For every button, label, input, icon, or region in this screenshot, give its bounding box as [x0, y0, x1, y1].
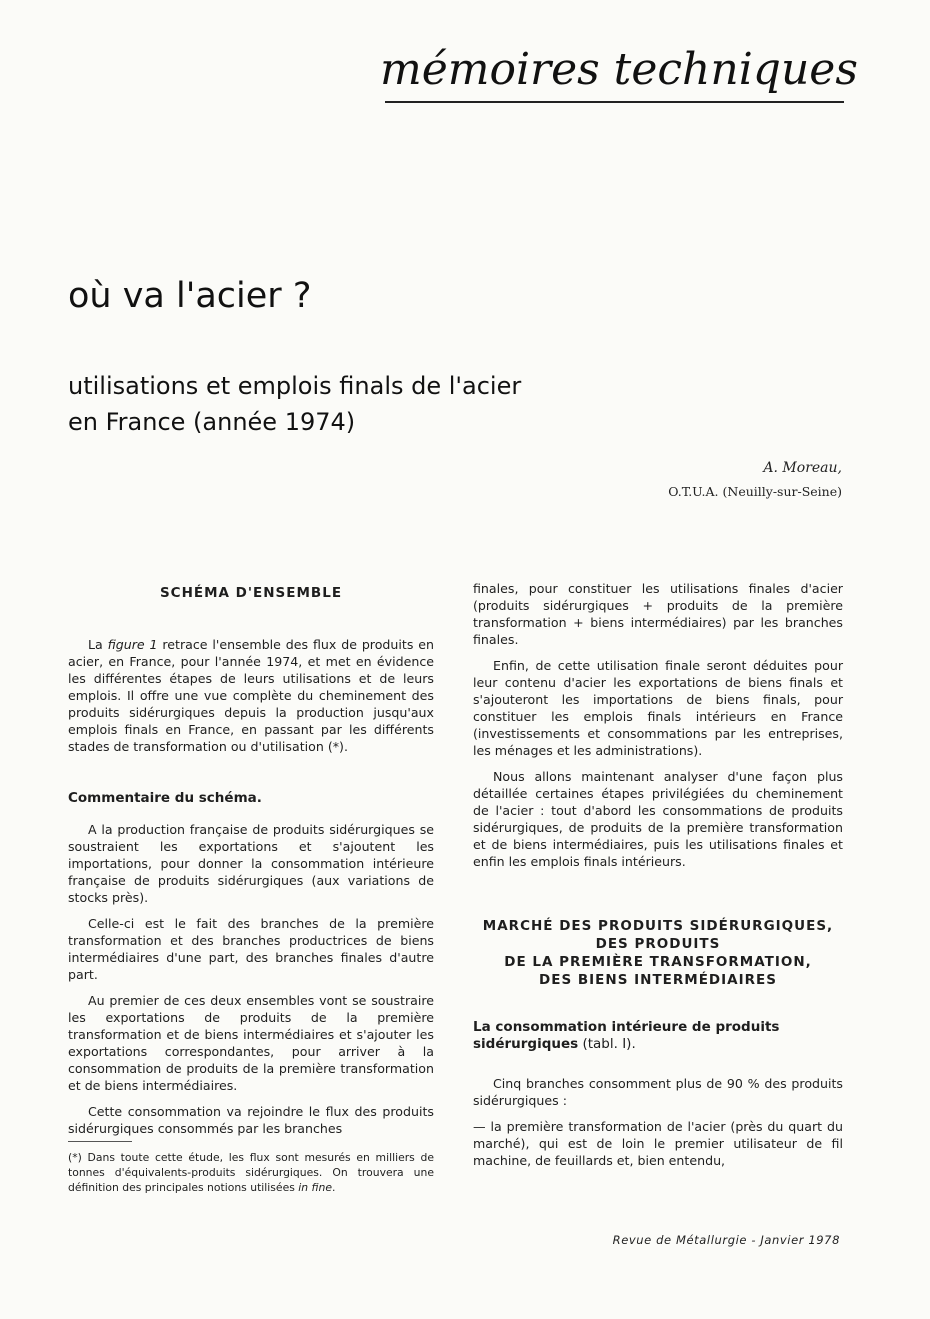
subheading-commentaire: Commentaire du schéma. [68, 790, 262, 806]
right-column [473, 580, 843, 1178]
heading-line: DES PRODUITS [595, 936, 721, 952]
footnote-text: (*) Dans toute cette étude, les flux sont mesurés en milliers de tonnes d'équivalents-produits sidérurgiques. On trouvera une définition des principales notions utilisées [68, 1151, 434, 1194]
article-title: où va l'acier ? [68, 276, 312, 316]
heading-line: DE LA PREMIÈRE TRANSFORMATION, [504, 954, 812, 970]
subheading-bold: La consommation intérieure de produits sidérurgiques [473, 1019, 780, 1052]
journal-footer: Revue de Métallurgie - Janvier 1978 [612, 1233, 840, 1247]
paragraph: Celle-ci est le fait des branches de la première transformation et des branches productrices de biens intermédiaires d'une part, des branches finales d'autre part. [68, 916, 434, 982]
paragraph: finales, pour constituer les utilisations finales d'acier (produits sidérurgiques + produits de la première transformation + biens intermédiaires) par les branches finales. [473, 581, 843, 647]
footnote-text-end: . [332, 1181, 336, 1194]
heading-line: DES BIENS INTERMÉDIAIRES [539, 972, 777, 988]
figure-reference: figure 1 [107, 637, 158, 652]
paragraph: A la production française de produits sidérurgiques se soustraient les exportations et s'ajoutent les importations, pour donner la consommation intérieure française de produits sidérurgiques (aux variations de stocks près). [68, 822, 434, 905]
paragraph-text: retrace l'ensemble des flux de produits en acier, en France, pour l'année 1974, et met en évidence les différentes étapes de leurs utilisations et de leurs emplois. Il offre une vue complète du cheminement des produits sidérurgiques depuis la production jusqu'aux emplois finals en France, en passant par les différents stades de transformation ou d'utilisation (*). [68, 637, 434, 754]
footnote [68, 1150, 434, 1195]
subheading-consommation [473, 1019, 843, 1053]
paragraph: Enfin, de cette utilisation finale seront déduites pour leur contenu d'acier les exportations de biens finals et s'ajouteront les importations de biens finals, pour constituer les emplois finals intérieurs en France (investissements et consommations par les entreprises, les ménages et les administrations). [473, 658, 843, 758]
section-heading-schema: SCHÉMA D'ENSEMBLE [159, 585, 343, 601]
section-header-title: mémoires techniques [380, 44, 858, 95]
section-heading-marche [473, 917, 843, 989]
paragraph: Cette consommation va rejoindre le flux des produits sidérurgiques consommés par les branches [68, 1104, 434, 1136]
left-column [68, 580, 434, 1146]
paragraph: Cinq branches consomment plus de 90 % des produits sidérurgiques : [473, 1076, 843, 1108]
heading-line: MARCHÉ DES PRODUITS SIDÉRURGIQUES, [482, 918, 834, 934]
subtitle-line-2: en France (année 1974) [68, 408, 356, 436]
paragraph [68, 636, 434, 755]
footnote-rule [68, 1141, 132, 1142]
article-subtitle [68, 368, 521, 440]
subheading-ref: (tabl. I). [578, 1036, 636, 1052]
author-name: A. Moreau, [763, 460, 842, 476]
list-item: — la première transformation de l'acier (près du quart du marché), qui est de loin le premier utilisateur de fil machine, de feuillards et, bien entendu, [473, 1119, 843, 1168]
paragraph: Au premier de ces deux ensembles vont se soustraire les exportations de produits de la première transformation et de biens intermédiaires et s'ajouter les exportations correspondantes, pour arriver à la consommation de produits de la première transformation et de biens intermédiaires. [68, 993, 434, 1093]
author-affiliation: O.T.U.A. (Neuilly-sur-Seine) [668, 484, 842, 499]
author-block [668, 456, 842, 504]
paragraph: Nous allons maintenant analyser d'une façon plus détaillée certaines étapes privilégiées du cheminement de l'acier : tout d'abord les consommations de produits sidérurgiques, de produits de la première transformation et de biens intermédiaires, puis les utilisations finales et enfin les emplois finals intérieurs. [473, 769, 843, 869]
header-rule [385, 101, 844, 103]
subtitle-line-1: utilisations et emplois finals de l'acier [68, 372, 522, 400]
paragraph-text: La [88, 637, 108, 652]
footnote-italic: in fine [298, 1181, 333, 1194]
